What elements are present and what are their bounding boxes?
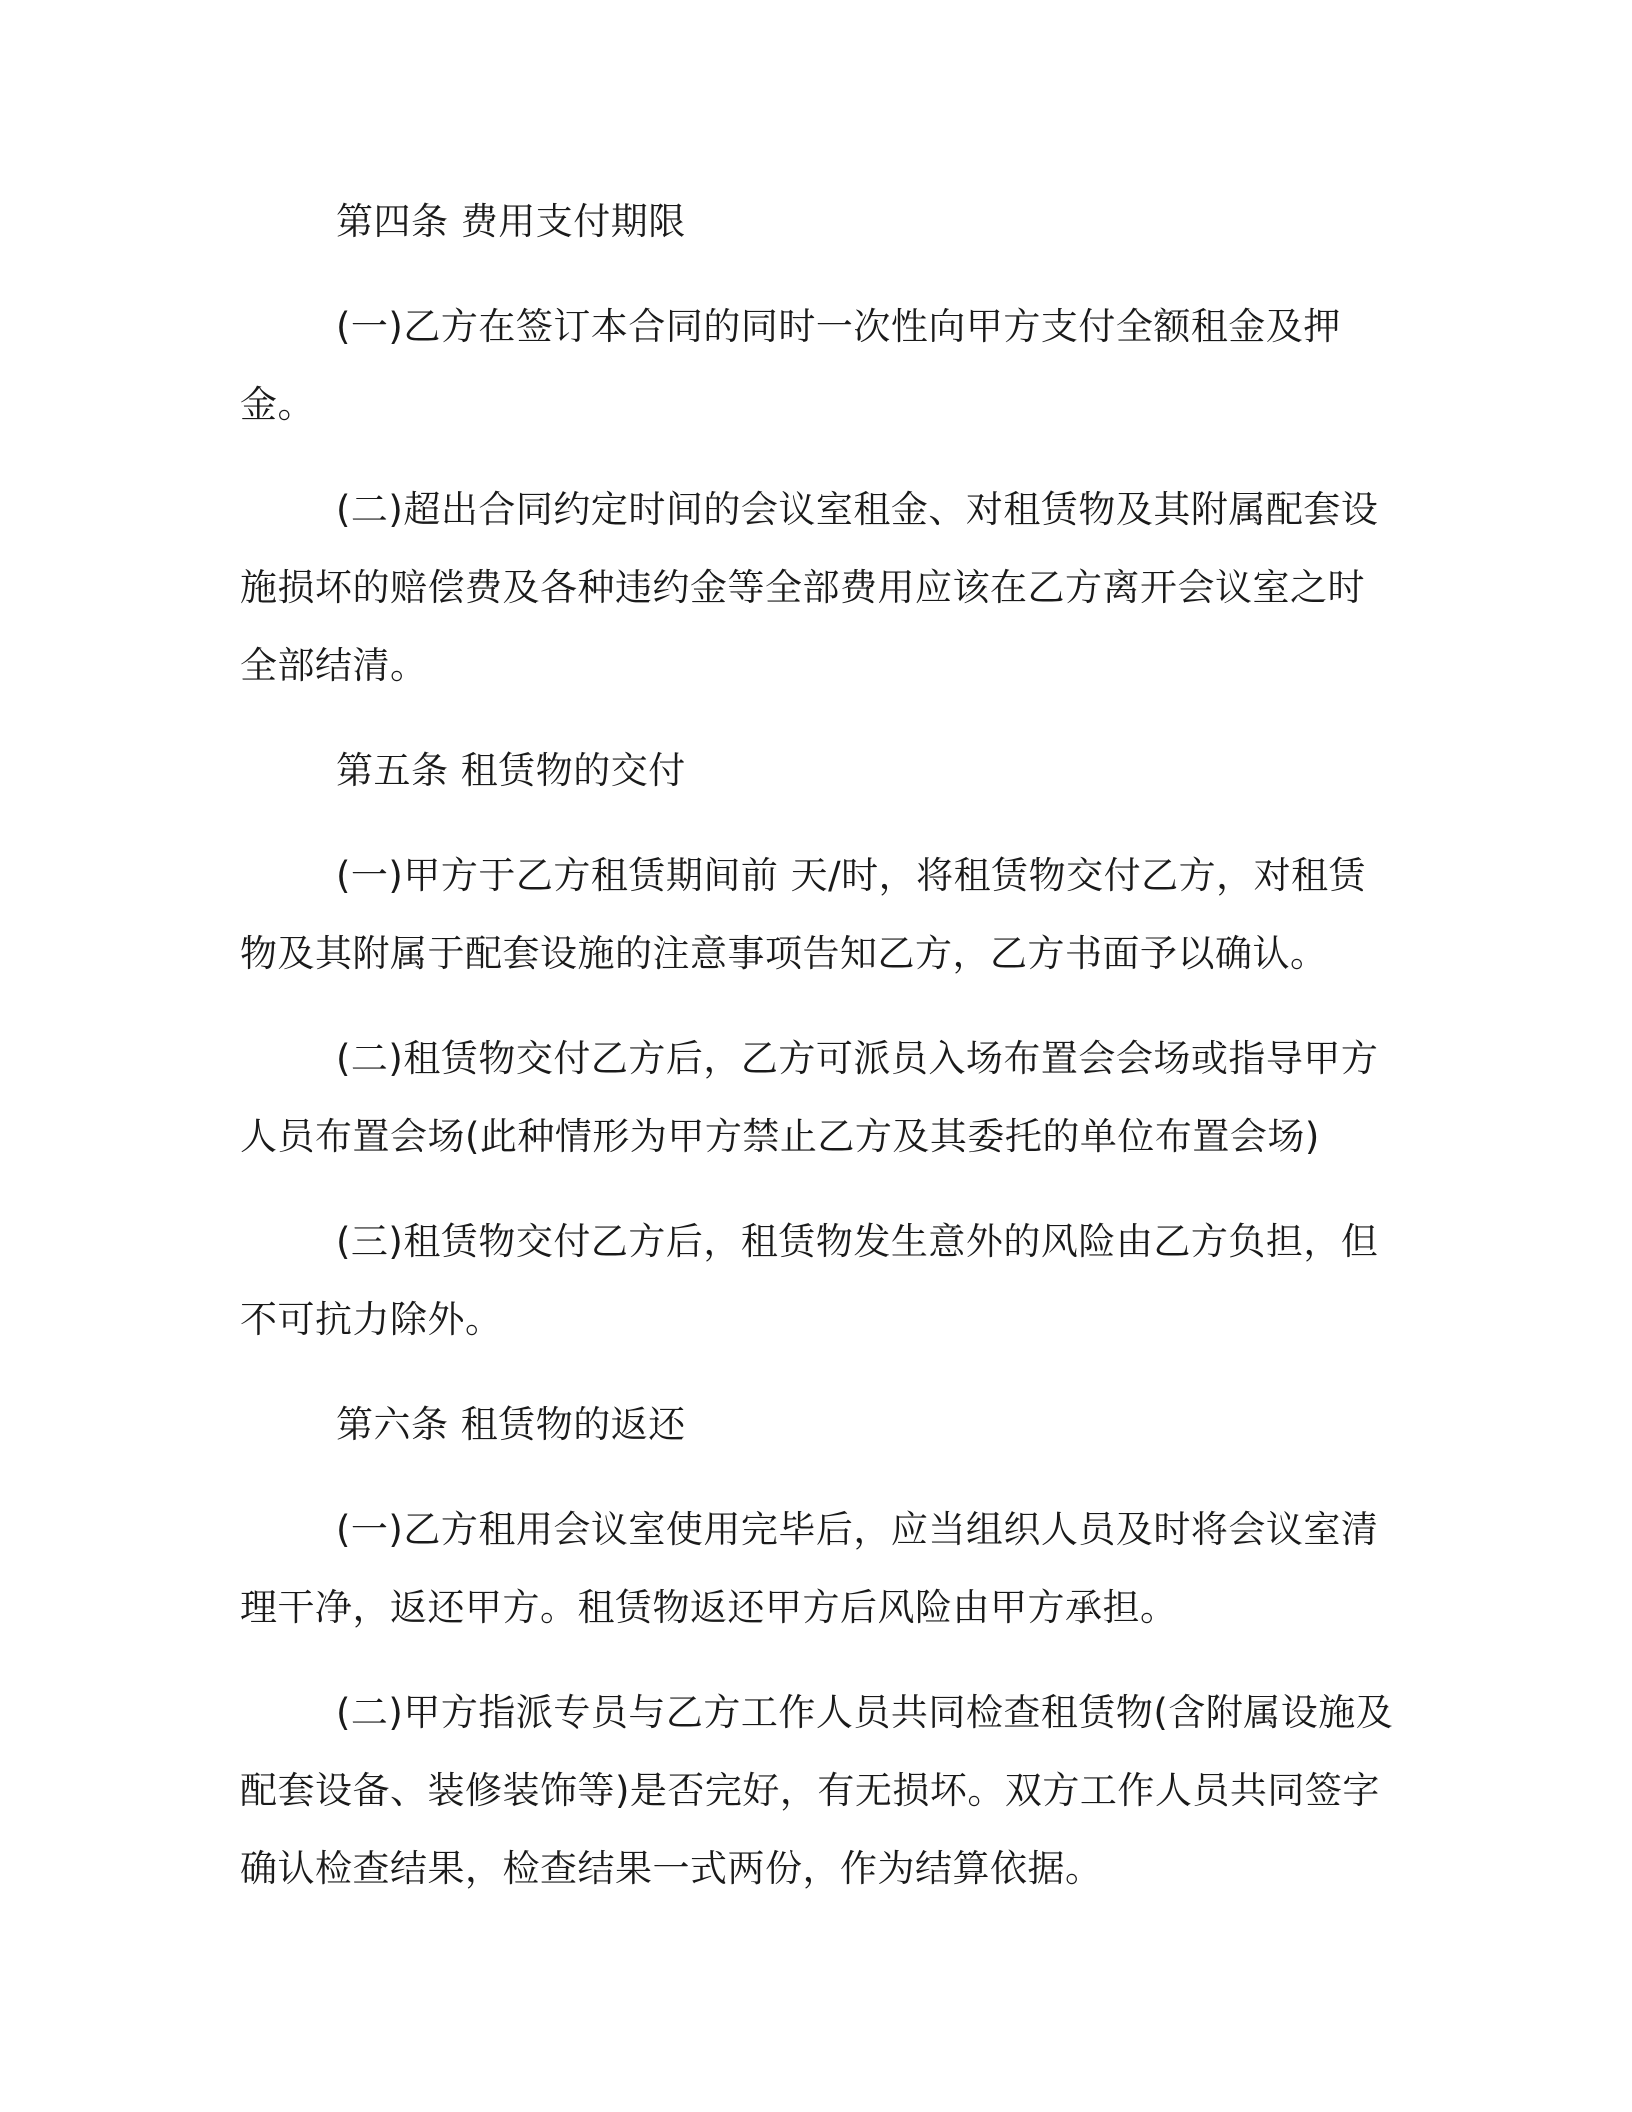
clause-6-2: (二)甲方指派专员与乙方工作人员共同检查租赁物(含附属设施及配套设备、装修装饰等)是否完好，有无损坏。双方工作人员共同签字确认检查结果，检查结果一式两份，作为结算依据。 — [240, 1691, 1394, 1890]
document-body — [240, 183, 1395, 1908]
clause-5-3: (三)租赁物交付乙方后，租赁物发生意外的风险由乙方负担，但不可抗力除外。 — [240, 1220, 1379, 1341]
clause-4-2: (二)超出合同约定时间的会议室租金、对租赁物及其附属配套设施损坏的赔偿费及各种违约金等全部费用应该在乙方离开会议室之时全部结清。 — [240, 488, 1379, 687]
section-heading-4: 第四条 费用支付期限 — [336, 200, 686, 243]
clause-5-1: (一)甲方于乙方租赁期间前 天/时，将租赁物交付乙方，对租赁物及其附属于配套设施的注意事项告知乙方，乙方书面予以确认。 — [240, 854, 1367, 975]
clause-4-1: (一)乙方在签订本合同的同时一次性向甲方支付全额租金及押金。 — [240, 305, 1341, 426]
clause-5-2: (二)租赁物交付乙方后，乙方可派员入场布置会会场或指导甲方人员布置会场(此种情形为甲方禁止乙方及其委托的单位布置会场) — [240, 1037, 1379, 1158]
section-heading-5: 第五条 租赁物的交付 — [336, 749, 686, 792]
section-heading-6: 第六条 租赁物的返还 — [336, 1403, 686, 1446]
clause-6-1: (一)乙方租用会议室使用完毕后，应当组织人员及时将会议室清理干净，返还甲方。租赁物返还甲方后风险由甲方承担。 — [240, 1508, 1379, 1629]
